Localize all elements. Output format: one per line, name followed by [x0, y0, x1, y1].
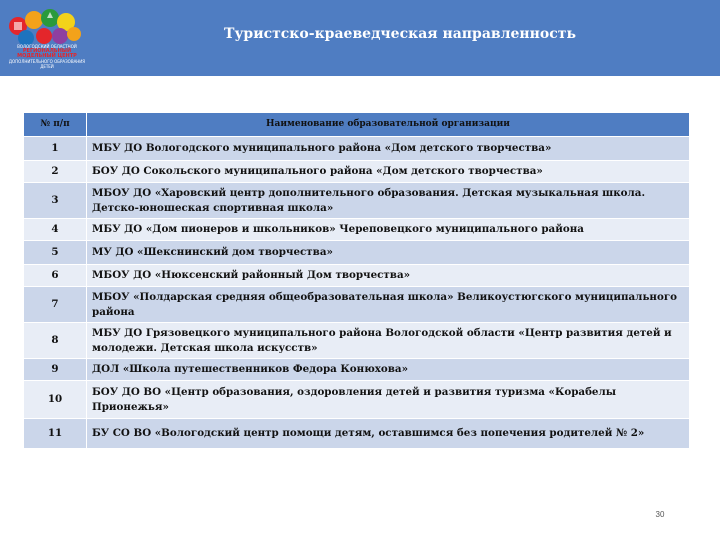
table-row [24, 359, 690, 381]
table-row [24, 287, 690, 323]
row-number: 4 [24, 219, 87, 241]
table-row [24, 381, 690, 419]
row-organization-name: ДОЛ «Школа путешественников Федора Конюхова» [87, 359, 690, 381]
table-header-row [24, 113, 690, 137]
column-header-number: № п/п [24, 113, 87, 137]
row-number: 2 [24, 161, 87, 183]
row-number: 5 [24, 241, 87, 265]
page-number: 30 [655, 510, 665, 519]
row-organization-name: МБУ ДО Грязовецкого муниципального района Вологодской области «Центр развития детей и молодежи. Детская школа искусств» [87, 323, 690, 359]
row-organization-name: БОУ ДО Сокольского муниципального района «Дом детского творчества» [87, 161, 690, 183]
row-number: 6 [24, 265, 87, 287]
row-number: 11 [24, 419, 87, 449]
row-organization-name: МБУ ДО «Дом пионеров и школьников» Череповецкого муниципального района [87, 219, 690, 241]
row-organization-name: БОУ ДО ВО «Центр образования, оздоровления детей и развития туризма «Корабелы Прионежья» [87, 381, 690, 419]
row-number: 1 [24, 137, 87, 161]
logo-caption [6, 44, 88, 69]
row-organization-name: МБОУ ДО «Нюксенский районный Дом творчества» [87, 265, 690, 287]
row-number: 3 [24, 183, 87, 219]
row-organization-name: БУ СО ВО «Вологодский центр помощи детям, оставшимся без попечения родителей № 2» [87, 419, 690, 449]
header-bar [0, 0, 720, 76]
row-number: 10 [24, 381, 87, 419]
organizations-table [23, 112, 690, 449]
table-row [24, 137, 690, 161]
row-organization-name: МУ ДО «Шекснинский дом творчества» [87, 241, 690, 265]
table-row [24, 161, 690, 183]
row-organization-name: МБОУ «Полдарская средняя общеобразовательная школа» Великоустюгского муниципального района [87, 287, 690, 323]
logo-caption-line: ДОПОЛНИТЕЛЬНОГО ОБРАЗОВАНИЯ ДЕТЕЙ [8, 59, 86, 69]
table-row [24, 419, 690, 449]
page-title: Туристско-краеведческая направленность [224, 26, 576, 42]
table-row [24, 323, 690, 359]
row-organization-name: МБОУ ДО «Харовский центр дополнительного образования. Детская музыкальная школа. Детско-юношеская спортивная школа» [87, 183, 690, 219]
table-row [24, 219, 690, 241]
logo-caption-line: РЕГИОНАЛЬНЫЙ МОДЕЛЬНЫЙ ЦЕНТР [17, 48, 77, 59]
row-number: 9 [24, 359, 87, 381]
logo-caption-line: ВОЛОГОДСКИЙ ОБЛАСТНОЙ [17, 44, 77, 49]
row-number: 8 [24, 323, 87, 359]
row-number: 7 [24, 287, 87, 323]
table-row [24, 265, 690, 287]
column-header-name: Наименование образовательной организации [87, 113, 690, 137]
table-row [24, 183, 690, 219]
table-row [24, 241, 690, 265]
row-organization-name: МБУ ДО Вологодского муниципального района «Дом детского творчества» [87, 137, 690, 161]
